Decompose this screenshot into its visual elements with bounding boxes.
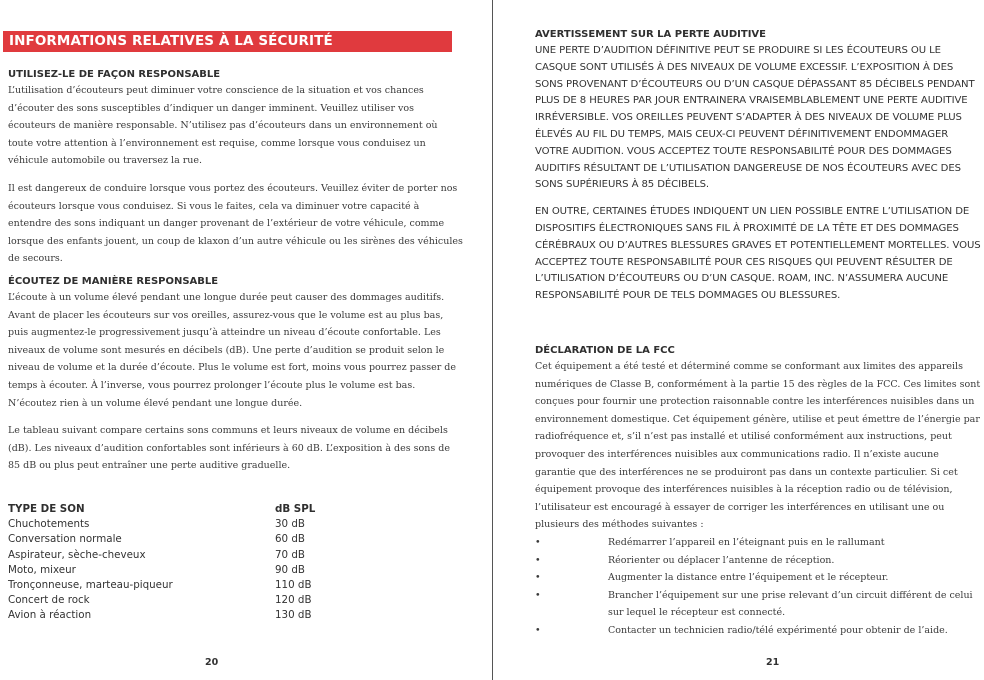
hearing-loss-warning-paragraph-2: EN OUTRE, CERTAINES ÉTUDES INDIQUENT UN LIEN POSSIBLE ENTRE L’UTILISATION DE DISPOSITIFS ÉLECTRONIQUES SANS FIL À PROXIMITÉ DE LA TÊTE ET DES DOMMAGES CÉRÉBRAUX OU D’AUTRES BLESSURES GRAVES ET POTENTIELLEMENT MORTELLES. VOUS ACCEPTEZ TOUTE RESPONSABILITÉ POUR CES RISQUES QUI PEUVENT RÉSULTER DE L’UTILISATION D’ÉCOUTEURS OU D’UN CASQUE. ROAM, INC. N’ASSUMERA AUCUNE RESPONSABILITÉ POUR DE TELS DOMMAGES OU BLESSURES.	[535, 206, 981, 302]
list-item-text: Augmenter la distance entre l’équipement et le récepteur.	[608, 572, 889, 584]
sound-level-table	[8, 502, 348, 624]
table-row	[8, 608, 348, 623]
table-header-sound-type: TYPE DE SON	[8, 503, 85, 515]
responsible-listening-heading: ÉCOUTEZ DE MANIÈRE RESPONSABLE	[8, 276, 219, 287]
sound-type-cell: Aspirateur, sèche-cheveux	[8, 548, 146, 561]
list-item	[535, 569, 981, 587]
fcc-statement-paragraph: Cet équipement a été testé et déterminé comme se conformant aux limites des appareils numériques de Classe B, conformément à la partie 15 des règles de la FCC. Ces limites sont conçues pour fournir une protection raisonnable contre les interférences nuisibles dans un environnement domestique. Cet équipement génère, utilise et peut émettre de l’énergie par radiofréquence et, s’il n’est pas installé et utilisé conformément aux instructions, peut provoquer des interférences nuisibles aux communications radio. Il n’existe aucune garantie que des interférences ne se produiront pas dans un contexte particulier. Si cet équipement provoque des interférences nuisibles à la réception radio ou de télévision, l’utilisateur est encouragé à essayer de corriger les interférences en utilisant une ou plusieurs des méthodes suivantes :	[535, 361, 981, 531]
list-item	[535, 534, 981, 552]
page-number-left: 20	[205, 657, 219, 668]
fcc-statement-section	[535, 343, 981, 640]
hearing-loss-warning-section	[535, 27, 981, 305]
db-value-cell: 90 dB	[275, 563, 305, 576]
page-number-right: 21	[766, 657, 780, 668]
list-item	[535, 622, 981, 640]
table-row	[8, 517, 348, 532]
safety-banner: INFORMATIONS RELATIVES À LA SÉCURITÉ	[3, 31, 452, 52]
bullet-icon: •	[535, 572, 541, 584]
bullet-icon: •	[535, 589, 541, 601]
db-value-cell: 70 dB	[275, 548, 305, 561]
sound-type-cell: Chuchotements	[8, 518, 90, 531]
responsible-listening-paragraph-2: Le tableau suivant compare certains sons communs et leurs niveaux de volume en décibels (dB). Les niveaux d’audition confortables sont inférieurs à 60 dB. L’exposition à des sons de 85 dB ou plus peut entraîner une perte auditive graduelle.	[8, 425, 450, 472]
list-item	[535, 587, 981, 622]
table-row	[8, 563, 348, 578]
table-row	[8, 593, 348, 608]
db-value-cell: 120 dB	[275, 594, 312, 607]
responsible-use-paragraph-2: Il est dangereux de conduire lorsque vous portez des écouteurs. Veuillez éviter de porter nos écouteurs lorsque vous conduisez. Si vous le faites, cela va diminuer votre capacité à entendre des sons indiquant un danger provenant de l’extérieur de votre véhicule, comme lorsque des enfants jouent, un coup de klaxon d’un autre véhicule ou les sirènes des véhicules de secours.	[8, 182, 463, 265]
table-row	[8, 578, 348, 593]
list-item	[535, 552, 981, 570]
responsible-use-section	[8, 67, 463, 268]
sound-type-cell: Avion à réaction	[8, 609, 92, 622]
db-value-cell: 130 dB	[275, 609, 312, 622]
bullet-icon: •	[535, 536, 541, 548]
fcc-statement-heading: DÉCLARATION DE LA FCC	[535, 345, 675, 356]
table-row	[8, 548, 348, 563]
responsible-listening-section	[8, 274, 463, 475]
page-divider	[492, 0, 493, 680]
sound-type-cell: Tronçonneuse, marteau-piqueur	[8, 578, 173, 591]
table-row	[8, 532, 348, 547]
bullet-icon: •	[535, 624, 541, 636]
db-value-cell: 60 dB	[275, 533, 305, 546]
sound-type-cell: Conversation normale	[8, 533, 122, 546]
hearing-loss-warning-paragraph-1: UNE PERTE D’AUDITION DÉFINITIVE PEUT SE PRODUIRE SI LES ÉCOUTEURS OU LE CASQUE SONT UTILISÉS À DES NIVEAUX DE VOLUME EXCESSIF. L’EXPOSITION À DES SONS PROVENANT D’ÉCOUTEURS OU D’UN CASQUE DÉPASSANT 85 DÉCIBELS PENDANT PLUS DE 8 HEURES PAR JOUR ENTRAINERA VRAISEMBLABLEMENT UNE PERTE AUDITIVE IRRÉVERSIBLE. VOS OREILLES PEUVENT S’ADAPTER À DES NIVEAUX DE VOLUME PLUS ÉLEVÉS AU FIL DU TEMPS, MAIS CEUX-CI PEUVENT DÉFINITIVEMENT ENDOMMAGER VOTRE AUDITION. VOUS ACCEPTEZ TOUTE RESPONSABILITÉ POUR DES DOMMAGES AUDITIFS RÉSULTANT DE L’UTILISATION DANGEREUSE DE NOS ÉCOUTEURS AVEC DES SONS SUPÉRIEURS À 85 DÉCIBELS.	[535, 45, 975, 191]
sound-type-cell: Moto, mixeur	[8, 563, 76, 576]
hearing-loss-warning-heading: AVERTISSEMENT SUR LA PERTE AUDITIVE	[535, 29, 766, 40]
responsible-listening-paragraph-1: L’écoute à un volume élevé pendant une longue durée peut causer des dommages auditifs. Avant de placer les écouteurs sur vos oreilles, assurez-vous que le volume est au plus bas, puis augmentez-le progressivement jusqu’à atteindre un niveau d’écoute confortable. Les niveaux de volume sont mesurés en décibels (dB). Une perte d’audition se produit selon le niveau de volume et la durée d’écoute. Plus le volume est fort, moins vous pourrez passer de temps à écouter. À l’inverse, vous pourrez prolonger l’écoute plus le volume est bas. N’écoutez rien à un volume élevé pendant une longue durée.	[8, 292, 457, 409]
fcc-remedy-list	[535, 534, 981, 640]
table-header-row	[8, 502, 348, 517]
table-header-db-spl: dB SPL	[275, 503, 316, 515]
db-value-cell: 110 dB	[275, 578, 312, 591]
bullet-icon: •	[535, 554, 541, 566]
sound-type-cell: Concert de rock	[8, 594, 90, 607]
list-item-text: Contacter un technicien radio/télé expérimenté pour obtenir de l’aide.	[608, 624, 948, 636]
responsible-use-paragraph-1: L’utilisation d’écouteurs peut diminuer votre conscience de la situation et vos chances d’écouter des sons susceptibles d’indiquer un danger imminent. Veuillez utiliser vos écouteurs de manière responsable. N’utilisez pas d’écouteurs dans un environnement où toute votre attention à l’environnement est requise, comme lorsque vous conduisez un véhicule automobile ou traversez la rue.	[8, 85, 438, 167]
db-value-cell: 30 dB	[275, 518, 305, 531]
list-item-text: Redémarrer l’appareil en l’éteignant puis en le rallumant	[608, 536, 885, 548]
list-item-text: Réorienter ou déplacer l’antenne de réception.	[608, 554, 835, 566]
list-item-text: Brancher l’équipement sur une prise relevant d’un circuit différent de celui sur lequel le récepteur est connecté.	[608, 589, 973, 619]
responsible-use-heading: UTILISEZ-LE DE FAÇON RESPONSABLE	[8, 69, 221, 80]
